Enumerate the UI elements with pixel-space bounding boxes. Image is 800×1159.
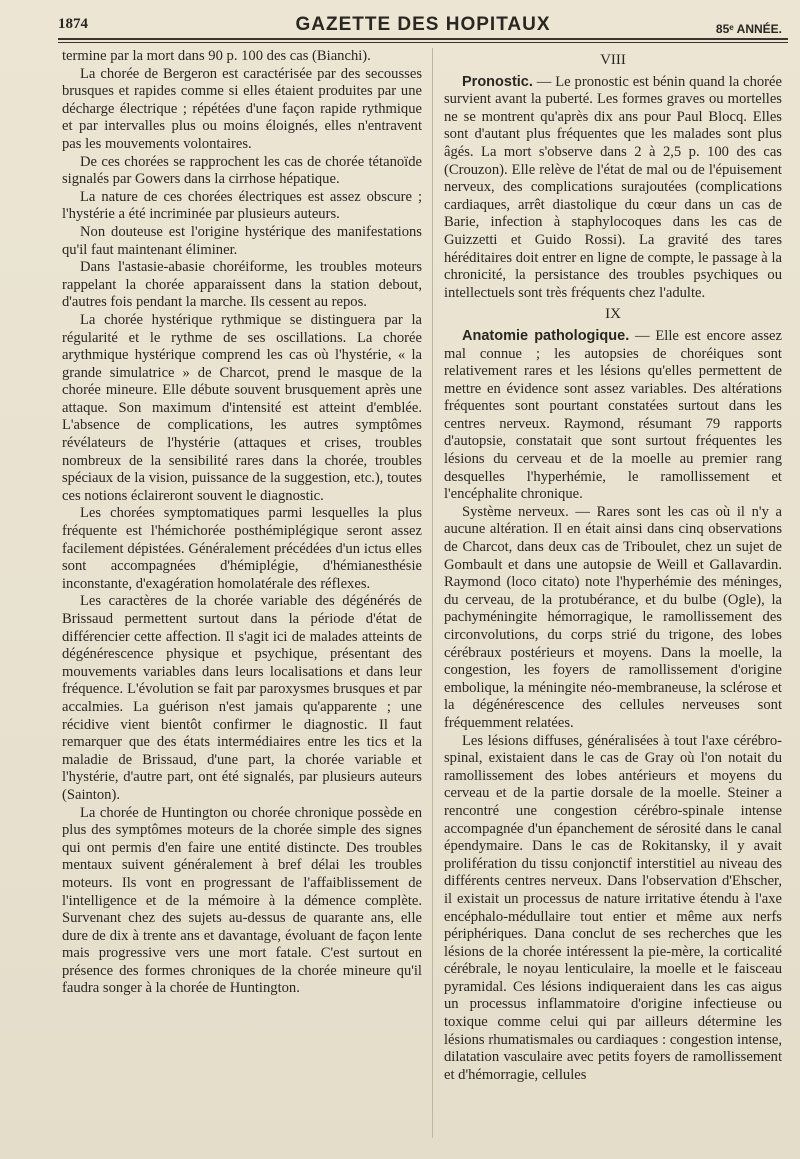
- paragraph: La chorée de Bergeron est caractérisée par des secousses brusques et rapides comme si elles étaient produites par une décharge électrique ; répétées d'une façon rapide rythmique et par intervalles plus ou moins éloignés, elles n'entravent pas les mouvements volontaires.: [62, 65, 422, 152]
- paragraph: Système nerveux. — Rares sont les cas où il n'y a aucune altération. Il en était ainsi dans cinq observations de Charcot, dans deux cas de Triboulet, chez un sujet de Gombault et dans une autopsie de Weill et Gallavardin. Raymond (loco citato) note l'hyperhémie des méninges, du cerveau, de la protubérance, et du bulbe (Ogle), la pachyméningite hémorragique, le ramollissement des circonvolutions, du corps strié du trigone, des lobes cérébraux postérieurs et moyens. Dans la moelle, la congestion, les foyers de ramollissement d'origine embolique, la méningite néo-membraneuse, la sclérose et la dégénérescence des cellules nerveuses sont fréquemment relatées.: [444, 503, 782, 731]
- paragraph: La nature de ces chorées électriques est assez obscure ; l'hystérie a été incriminée par plusieurs auteurs.: [62, 188, 422, 223]
- paragraph: De ces chorées se rapprochent les cas de chorée tétanoïde signalés par Gowers dans la cirrhose hépatique.: [62, 153, 422, 188]
- page-header: [58, 12, 788, 40]
- newspaper-title: GAZETTE DES HOPITAUX: [295, 14, 551, 35]
- volume-year: 85ᵉ ANNÉE.: [715, 22, 782, 36]
- paragraph: termine par la mort dans 90 p. 100 des cas (Bianchi).: [62, 48, 371, 64]
- paragraph: La chorée de Huntington ou chorée chronique possède en plus des symptômes moteurs de la chorée simple des signes qui ont permis d'en faire une entité distincte. Des troubles mentaux suivent généralement à bref délai les troubles moteurs. Ils vont en progressant de l'affaiblissement de l'intelligence et de la mémoire à la démence complète. Survenant chez des sujets au-dessus de quarante ans, elle dure de dix à trente ans et davantage, évoluant de façon lente mais progressive vers une mort fatale. C'est surtout en présence des formes chroniques de la chorée mineure qu'il faudra songer à la chorée de Huntington.: [62, 804, 422, 997]
- paragraph-text: — Elle est encore assez mal connue ; les autopsies de choréiques sont relativement rares et les lésions qu'elles permettent de mettre en évidence sont assez variables. Des altérations fréquentes sont pourtant constatées surtout dans les centres nerveux. Raymond, résumant 79 rapports d'autopsie, constatait que sont surtout fréquentes les lésions du cerveau et de la moelle au premier rang desquelles l'hyperhémie, le ramollissement et l'encéphalite chronique.: [444, 327, 782, 503]
- paragraph: La chorée hystérique rythmique se distinguera par la régularité et le rythme de ses oscillations. La chorée arythmique hystérique comprend les cas où l'hystérie, « la grande simulatrice » de Charcot, prend le masque de la chorée mineure. Elle débute souvent brusquement après une attaque. Son maximum d'intensité est atteint d'emblée. L'absence de complications, les autres symptômes révélateurs de l'hystérie (attaques et crises, troubles nombreux de la sensibilité rares dans la chorée, troubles spéciaux de la vision, puissance de la suggestion, etc.), toutes ces notions éclaireront souvent le diagnostic.: [62, 311, 422, 504]
- header-rule-thin: [58, 42, 788, 43]
- paragraph-pronostic: [444, 74, 782, 303]
- left-column: [62, 48, 422, 998]
- paragraph: Les caractères de la chorée variable des dégénérés de Brissaud permettent surtout dans la période d'état de différencier cette affection. Il s'agit ici de malades atteints de dégénérescence physique et psychique, présentant des mouvements variables dans leurs localisations et dans leur fréquence. L'évolution se fait par paroxysmes brusques et par accalmies. La guérison n'est jamais qu'apparente ; une récidive vient bientôt confirmer le diagnostic. Il faut remarquer que des états intermédiaires entre les tics et la maladie de Brissaud, d'une part, la chorée variable et l'hystérie, d'autre part, ont été signalés, par plusieurs auteurs (Sainton).: [62, 593, 422, 803]
- page-number: 1874: [58, 16, 88, 32]
- right-column: [444, 48, 782, 1084]
- paragraph-anatomie: [444, 328, 782, 504]
- section-number-viii: VIII: [600, 52, 626, 68]
- paragraph: Les chorées symptomatiques parmi lesquelles la plus fréquente est l'hémichorée posthémiplégique seront assez facilement dépistées. Généralement précédées d'un ictus elles sont accompagnées d'hémiplégie, d'hémianesthésie inconstante, d'exagération homolatérale des réflexes.: [62, 505, 422, 592]
- paragraph: Dans l'astasie-abasie choréiforme, les troubles moteurs rappelant la chorée apparaissent dans la station debout, d'autres fois pendant la marche. Ils cessent au repos.: [62, 259, 422, 311]
- header-rule: [58, 38, 788, 40]
- section-heading-pronostic: Pronostic.: [462, 73, 533, 90]
- section-number-ix: IX: [605, 306, 621, 323]
- paragraph-text: — Le pronostic est bénin quand la chorée survient avant la puberté. Les formes graves ou mortelles ne se montrent qu'après dix ans pour Paul Blocq. Elles sont d'autant plus fréquentes que les malades sont plus âgés. La mort s'observe dans 2 à 2,5 p. 100 des cas (Crouzon). Elle relève de l'état de mal ou de l'épuisement nerveux, des complications surajoutées (complications cardiaques, arrêt diastolique du cœur dans un cas de Barie, infection à staphylocoques dans les cas de Guizzetti et Guido Rossi). La gravité des tares héréditaires doit entrer en ligne de compte, le passage à la chronicité, la persistance des troubles psychiques ou intellectuels sont très fréquents chez l'adulte.: [444, 73, 782, 301]
- paragraph: Non douteuse est l'origine hystérique des manifestations qu'il faut maintenant éliminer.: [62, 223, 422, 258]
- paragraph: Les lésions diffuses, généralisées à tout l'axe cérébro-spinal, existaient dans le cas de Gray où l'on notait du ramollissement des lobes antérieurs et moyens du cerveau et de la partie dorsale de la moelle. Steiner a rencontré une congestion cérébro-spinale intense accompagnée d'un épanchement de sérosité dans le canal épendymaire. Dans le cas de Rokitansky, il y avait prolifération du tissu conjonctif interstitiel au niveau des différents centres nerveux. Dans l'observation d'Ehscher, il existait un processus de nature irritative étendu à l'axe encéphalo-médullaire tout entier et même aux nerfs périphériques. Dana conclut de ses recherches que les lésions de la chorée intéressent la pie-mère, la corticalité cérébrale, le noyau lenticulaire, la moelle et le faisceau pyramidal. Ces lésions indiqueraient dans les cas aigus un processus inflammatoire d'origine infectieuse ou toxique comme celui qui par ailleurs détermine les lésions rhumatismales ou cardiaques : congestion intense, dilatation vasculaire avec petits foyers de ramollissement et d'hémorragie, cellules: [444, 732, 782, 1083]
- column-divider: [432, 48, 433, 1138]
- section-heading-anatomie: Anatomie pathologique.: [462, 327, 630, 344]
